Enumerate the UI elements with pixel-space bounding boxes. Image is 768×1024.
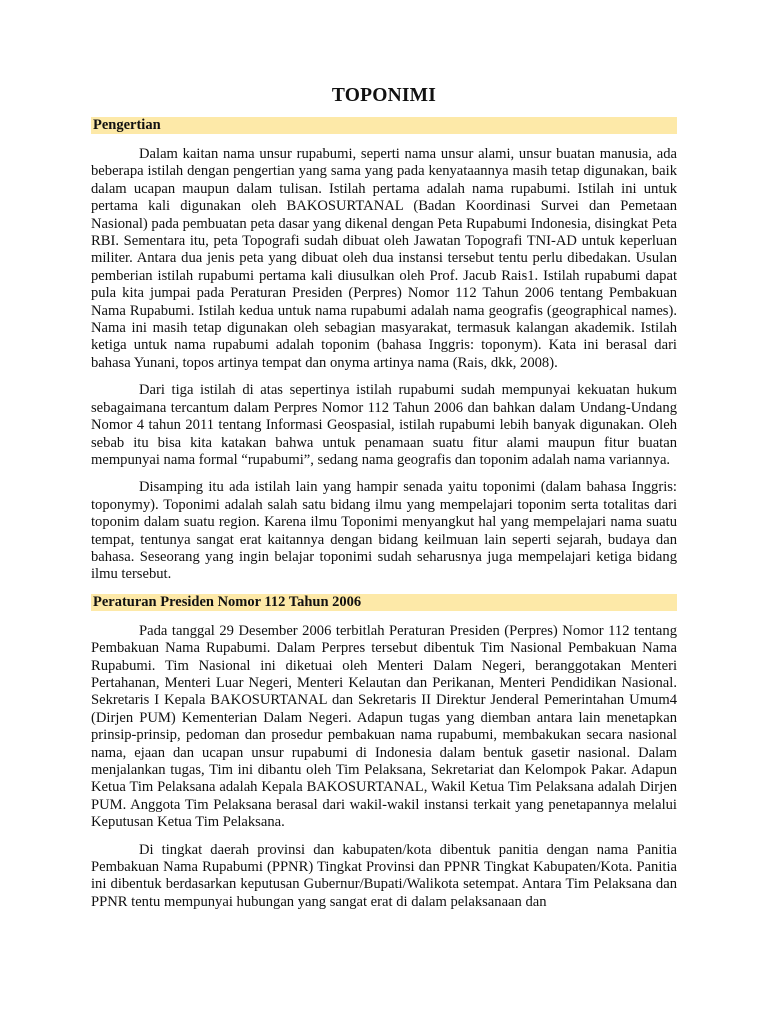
paragraph: Di tingkat daerah provinsi dan kabupaten/kota dibentuk panitia dengan nama Panitia Pembakuan Nama Rupabumi (PPNR) Tingkat Provinsi dan PPNR Tingkat Kabupaten/Kota. Panitia ini dibentuk berdasarkan keputusan Gubernur/Bupati/Walikota setempat. Antara Tim Pelaksana dan PPNR tentu mempunyai hubungan yang sangat erat di dalam pelaksanaan dan xyxy=(91,841,677,910)
document-page xyxy=(91,84,677,920)
section-heading-perpres: Peraturan Presiden Nomor 112 Tahun 2006 xyxy=(91,594,677,611)
section-heading-pengertian: Pengertian xyxy=(91,117,677,134)
paragraph: Pada tanggal 29 Desember 2006 terbitlah Peraturan Presiden (Perpres) Nomor 112 tentang Pembakuan Nama Rupabumi. Dalam Perpres tersebut dibentuk Tim Nasional Pembakuan Nama Rupabumi. Tim Nasional ini diketuai oleh Menteri Dalam Negeri, beranggotakan Menteri Pertahanan, Menteri Luar Negeri, Menteri Kelautan dan Perikanan, Menteri Pendidikan Nasional. Sekretaris I Kepala BAKOSURTANAL dan Sekretaris II Direktur Jenderal Pemerintahan Umum4 (Dirjen PUM) Kementerian Dalam Negeri. Adapun tugas yang diemban antara lain menetapkan prinsip-prinsip, pedoman dan prosedur pembakuan nama rupabumi, membakukan secara nasional nama, ejaan dan ucapan unsur rupabumi di Indonesia dalam bentuk gasetir nasional. Dalam menjalankan tugas, Tim ini dibantu oleh Tim Pelaksana, Sekretariat dan Kelompok Pakar. Adapun Ketua Tim Pelaksana adalah Kepala BAKOSURTANAL, Wakil Ketua Tim Pelaksana adalah Dirjen PUM. Anggota Tim Pelaksana berasal dari wakil-wakil instansi terkait yang penetapannya melalui Keputusan Ketua Tim Pelaksana. xyxy=(91,622,677,831)
paragraph: Dalam kaitan nama unsur rupabumi, seperti nama unsur alami, unsur buatan manusia, ada beberapa istilah dengan pengertian yang sama yang pada kenyataannya masih tetap digunakan, baik dalam ucapan maupun dalam tulisan. Istilah pertama adalah nama rupabumi. Istilah ini untuk pertama kali digunakan oleh BAKOSURTANAL (Badan Koordinasi Survei dan Pemetaan Nasional) pada pembuatan peta dasar yang dikenal dengan Peta Rupabumi Indonesia, disingkat Peta RBI. Sementara itu, peta Topografi sudah dibuat oleh Jawatan Topografi TNI-AD untuk keperluan militer. Antara dua jenis peta yang dibuat oleh dua instansi tersebut tentu perlu dibedakan. Usulan pemberian istilah rupabumi pertama kali diusulkan oleh Prof. Jacub Rais1. Istilah rupabumi dapat pula kita jumpai pada Peraturan Presiden (Perpres) Nomor 112 Tahun 2006 tentang Pembakuan Nama Rupabumi. Istilah kedua untuk nama rupabumi adalah nama geografis (geographical names). Nama ini masih tetap digunakan oleh sebagian masyarakat, termasuk kalangan akademik. Istilah ketiga untuk nama rupabumi adalah toponim (bahasa Inggris: toponym). Kata ini berasal dari bahasa Yunani, topos artinya tempat dan onyma artinya nama (Rais, dkk, 2008). xyxy=(91,146,677,371)
document-title: TOPONIMI xyxy=(331,85,437,106)
paragraph: Disamping itu ada istilah lain yang hampir senada yaitu toponimi (dalam bahasa Inggris: toponymy). Toponimi adalah salah satu bidang ilmu yang mempelajari toponim serta totalitas dari toponim dalam suatu region. Karena ilmu Toponimi menyangkut hal yang mempelajari nama suatu tempat, tentunya sangat erat kaitannya dengan bidang keilmuan lain seperti sejarah, budaya dan bahasa. Seseorang yang ingin belajar toponimi sudah seharusnya juga mempelajari ketiga bidang ilmu tersebut. xyxy=(91,479,677,583)
paragraph: Dari tiga istilah di atas sepertinya istilah rupabumi sudah mempunyai kekuatan hukum sebagaimana tercantum dalam Perpres Nomor 112 Tahun 2006 dan bahkan dalam Undang-Undang Nomor 4 tahun 2011 tentang Informasi Geospasial, istilah rupabumi lebih banyak digunakan. Oleh sebab itu bisa kita katakan bahwa untuk penamaan suatu fitur alami maupun fitur buatan mempunyai nama formal “rupabumi”, sedang nama geografis dan toponim adalah nama variannya. xyxy=(91,382,677,468)
